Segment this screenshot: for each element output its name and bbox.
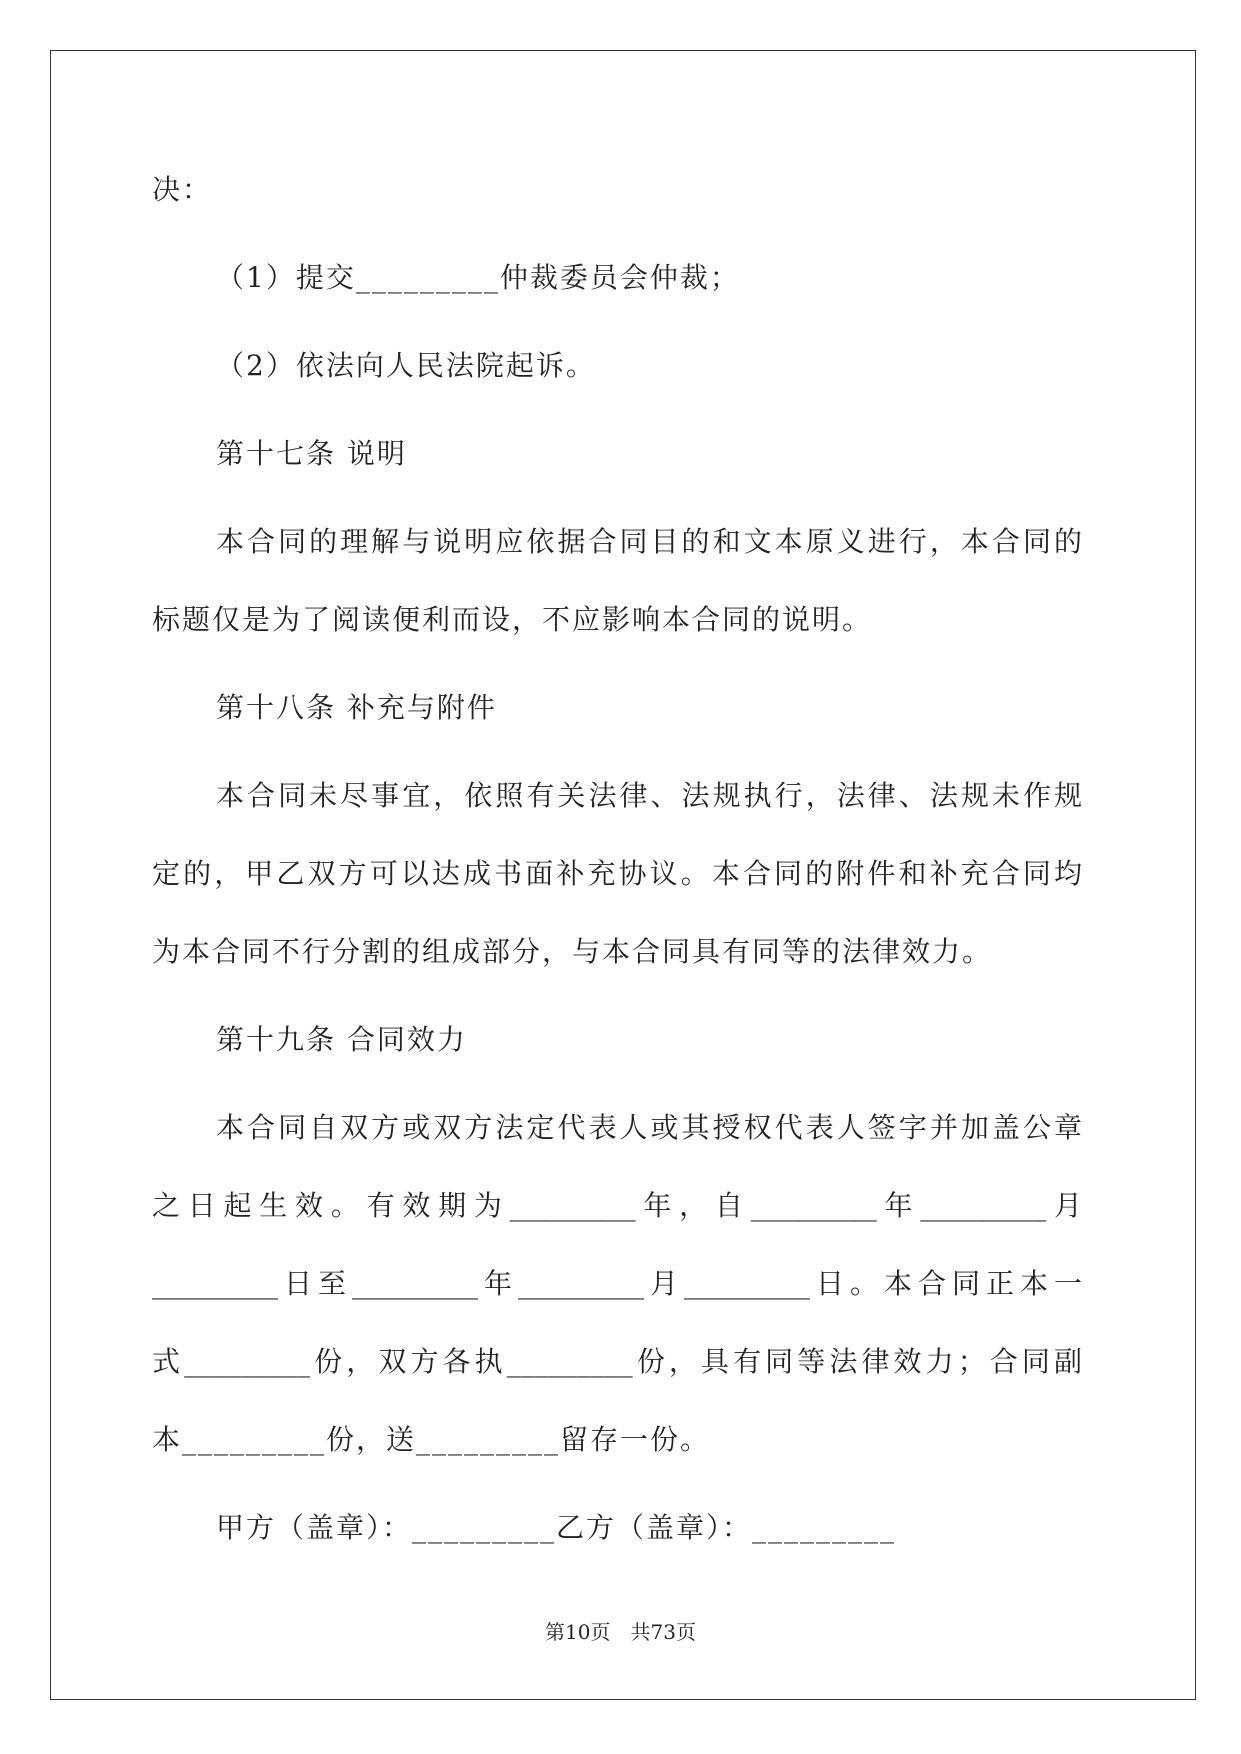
article-18-heading: 第十八条 补充与附件 bbox=[216, 691, 497, 724]
paragraph-line: 决： bbox=[152, 173, 213, 206]
paragraph-line: 定的，甲乙双方可以达成书面补充协议。本合同的附件和补充合同均 bbox=[152, 857, 1082, 890]
paragraph-line: 本_________份，送_________留存一份。 bbox=[152, 1423, 711, 1456]
arbitration-option-1: （1）提交_________仲裁委员会仲裁； bbox=[216, 261, 740, 294]
article-19-heading: 第十九条 合同效力 bbox=[216, 1023, 467, 1056]
paragraph-line: 之日起生效。有效期为_________年，自_________年_________月 bbox=[152, 1189, 1082, 1222]
paragraph-line: 为本合同不行分割的组成部分，与本合同具有同等的法律效力。 bbox=[152, 935, 993, 968]
signature-line: 甲方（盖章）：_________乙方（盖章）：_________ bbox=[216, 1511, 897, 1544]
page-number: 第10页 共73页 bbox=[545, 1620, 696, 1644]
paragraph-line: 式_________份，双方各执_________份，具有同等法律效力；合同副 bbox=[152, 1345, 1082, 1378]
paragraph-line: _________日至_________年_________月_________日。本合同正本一 bbox=[152, 1267, 1082, 1300]
paragraph-line: 本合同自双方或双方法定代表人或其授权代表人签字并加盖公章 bbox=[216, 1111, 1082, 1144]
paragraph-line: 本合同的理解与说明应依据合同目的和文本原义进行，本合同的 bbox=[216, 525, 1082, 558]
paragraph-line: 本合同未尽事宜，依照有关法律、法规执行，法律、法规未作规 bbox=[216, 779, 1082, 812]
article-17-heading: 第十七条 说明 bbox=[216, 437, 407, 470]
paragraph-line: 标题仅是为了阅读便利而设，不应影响本合同的说明。 bbox=[152, 603, 873, 636]
arbitration-option-2: （2）依法向人民法院起诉。 bbox=[216, 349, 596, 382]
